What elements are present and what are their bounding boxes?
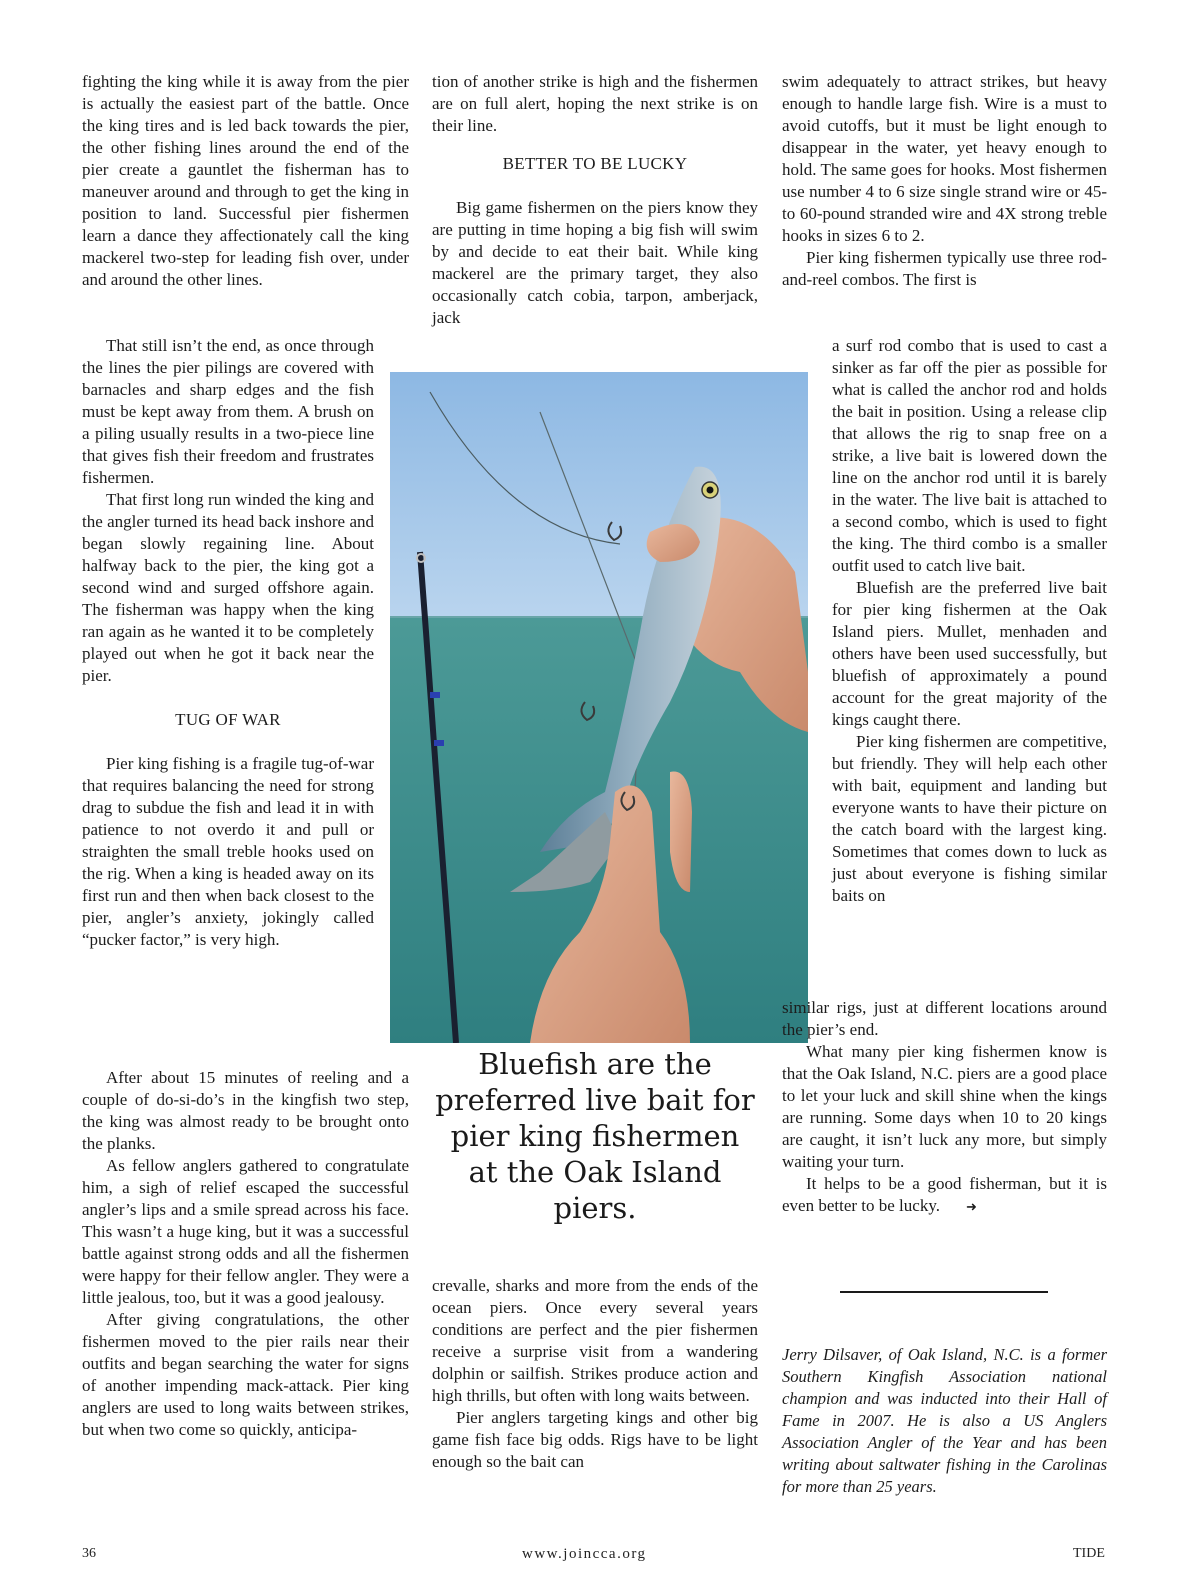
column-1-narrow: [82, 335, 374, 951]
col3-paragraph-1: swim adequately to attract strikes, but heavy enough to handle large fish. Wire is a must to avoid cutoffs, but it must be light enough to disappear in the water, yet heavy enough to hold. The same goes for hooks. Most fishermen use number 4 to 6 size single strand wire or 45- to 60-pound stranded wire and 4X strong treble hooks in sizes 6 to 2.: [782, 72, 1107, 245]
magazine-name: TIDE: [1073, 1546, 1105, 1561]
col1-paragraph-5: After about 15 minutes of reeling and a couple of do-si-do’s in the kingfish two step, the king was almost ready to be brought onto the planks.: [82, 1068, 409, 1153]
col2-paragraph-4: Pier anglers targeting kings and other big game fish face big odds. Rigs have to be light enough so the bait can: [432, 1408, 758, 1471]
column-1-bottom: [82, 1067, 409, 1441]
col1-paragraph-6: As fellow anglers gathered to congratulate him, a sigh of relief escaped the successful angler’s lips and a smile spread across his face. This wasn’t a huge king, but it was a successful battle against strong odds and all the fishermen were happy for their fellow angler. They were a little jealous, too, but it was a good jealousy.: [82, 1156, 409, 1307]
website-url: www.joincca.org: [522, 1546, 647, 1562]
col2-paragraph-3: crevalle, sharks and more from the ends of the ocean piers. Once every several years conditions are perfect and the pier fishermen receive a surprise visit from a wandering dolphin or sailfish. Strikes produce action and high thrills, but often with long waits between.: [432, 1276, 758, 1405]
col1-paragraph-2: That still isn’t the end, as once through the lines the pier pilings are covered with barnacles and sharp edges and the fish must be kept away from them. A brush on a piling usually results in a two-piece line that gives fish their freedom and frustrates fishermen.: [82, 336, 374, 487]
closing-sentence: It helps to be a good fisherman, but it is even better to be lucky.: [782, 1174, 1107, 1215]
col1-paragraph-1: fighting the king while it is away from the pier is actually the easiest part of the battle. Once the king tires and is led back towards the pier, the other fishing lines around the end of the pier create a gauntlet the fisherman has to maneuver around and through to get the king in position to land. Successful pier fishermen learn a dance they affectionately call the king mackerel two-step for leading fish over, under and around the other lines.: [82, 72, 409, 289]
bluefish-bait-illustration: [390, 372, 808, 1043]
heading-better-to-be-lucky: BETTER TO BE LUCKY: [502, 154, 688, 173]
column-1-top: [82, 71, 409, 291]
pull-quote: Bluefish are the preferred live bait for pier king fishermen at the Oak Island piers.: [435, 1047, 755, 1225]
col1-paragraph-7: After giving congratulations, the other fishermen moved to the pier rails near their outfits and began searching the water for signs of another impending mack-attack. Pier king anglers are used to long waits between strikes, but when two come so quickly, anticipa-: [82, 1310, 409, 1439]
col2-paragraph-2: Big game fishermen on the piers know they are putting in time hoping a big fish will swim by and decide to eat their bait. While king mackerel are the primary target, they also occasionally catch cobia, tarpon, amberjack, jack: [432, 198, 758, 327]
col3-paragraph-6: [782, 1173, 1107, 1218]
col1-paragraph-4: Pier king fishing is a fragile tug-of-war that requires balancing the need for strong drag to subdue the fish and lead it in with patience to not overdo it and pull or straighten the small treble hooks used on the rig. When a king is headed away on its first run and then when back closest to the pier, angler’s anxiety, jokingly called “pucker factor,” is very high.: [82, 754, 374, 949]
col3-paragraph-5: What many pier king fishermen know is that the Oak Island, N.C. piers are a good place to let your luck and skill shine when the kings are running. Some days when 10 to 20 kings are caught, it isn’t luck any more, but simply waiting your turn.: [782, 1042, 1107, 1171]
column-2-top: [432, 71, 758, 329]
end-mark-icon: ➜: [965, 1199, 977, 1214]
col3-paragraph-2b: a surf rod combo that is used to cast a sinker as far off the pier as possible for what is called the anchor rod and holds the bait in position. Using a release clip that allows the rig to snap free on a strike, a live bait is lowered down the line on the anchor rod until it is barely in the water. The live bait is attached to a second combo, which is used to fight the king. The third combo is a smaller outfit used to catch live bait.: [832, 336, 1107, 575]
page-number: 36: [82, 1546, 96, 1561]
col2-paragraph-1: tion of another strike is high and the fishermen are on full alert, hoping the next strike is on their line.: [432, 72, 758, 135]
column-3-narrow: [832, 335, 1107, 907]
author-bio: Jerry Dilsaver, of Oak Island, N.C. is a former Southern Kingfish Association national champion and was inducted into their Hall of Fame in 2007. He is also a US Anglers Association Angler of the Year and has been writing about saltwater fishing in the Carolinas for more than 25 years.: [782, 1345, 1107, 1496]
col3-paragraph-3: Bluefish are the preferred live bait for pier king fishermen at the Oak Island piers. Mullet, menhaden and others have been used successfully, but bluefish of approximately a pound account for the great majority of the kings caught there.: [832, 578, 1107, 729]
column-3-bottom: [782, 997, 1107, 1218]
col1-paragraph-3: That first long run winded the king and the angler turned its head back inshore and began slowly regaining line. About halfway back to the pier, the king got a second wind and surged offshore again. The fisherman was happy when the king ran again as he wanted it to be completely played out when he got it back near the pier.: [82, 490, 374, 685]
bluefish-photo: [390, 372, 808, 1043]
col3-paragraph-4: Pier king fishermen are competitive, but friendly. They will help each other with bait, equipment and landing but everyone wants to have their picture on the catch board with the largest king. Sometimes that comes down to luck as just about everyone is fishing similar baits on: [832, 732, 1107, 905]
bio-divider: [840, 1291, 1048, 1293]
column-3-top: [782, 71, 1107, 291]
heading-tug-of-war: TUG OF WAR: [175, 710, 281, 729]
col3-paragraph-4b: similar rigs, just at different locations around the pier’s end.: [782, 998, 1107, 1039]
column-2-bottom: [432, 1275, 758, 1473]
col3-paragraph-2: Pier king fishermen typically use three rod-and-reel combos. The first is: [782, 248, 1107, 289]
